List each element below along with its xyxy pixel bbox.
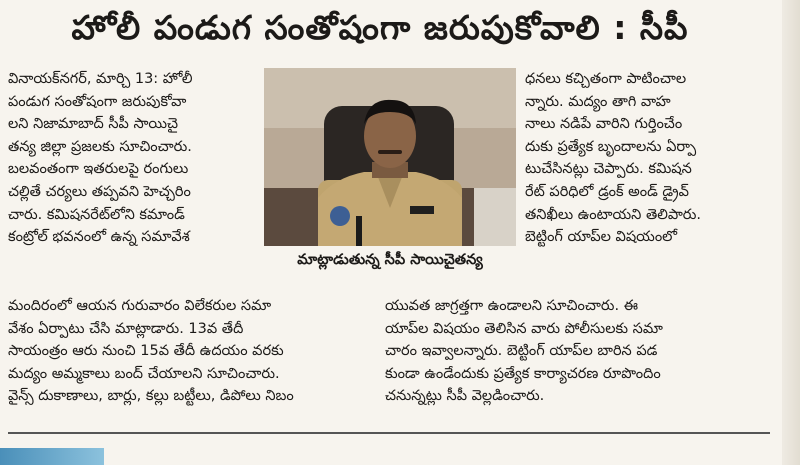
article-headline: హోలీ పండుగ సంతోషంగా జరుపుకోవాలి : సీపీ xyxy=(71,8,689,47)
article-column-right xyxy=(525,68,775,249)
officer-photo-illustration xyxy=(264,68,516,246)
text-line: దుకు ప్రత్యేక బృందాలను ఏర్పా xyxy=(525,138,697,155)
text-line: మద్యం అమ్మకాలు బంద్ చేయాలని సూచించారు. xyxy=(8,365,280,382)
article-column-bottom-right xyxy=(385,295,765,408)
text-line: వేశం ఏర్పాటు చేసి మాట్లాడారు. 13వ తేదీ xyxy=(8,320,244,337)
next-article-photo xyxy=(0,448,104,465)
article-column-bottom-left xyxy=(8,295,383,408)
text-line: బెట్టింగ్ యాప్‌ల విషయంలో xyxy=(525,229,678,246)
section-divider xyxy=(8,432,770,434)
page-edge xyxy=(782,0,800,465)
news-photo xyxy=(264,68,516,246)
text-line: వినాయక్‌నగర్, మార్చి 13: హోలీ xyxy=(8,71,193,87)
text-line: మందిరంలో ఆయన గురువారం విలేకరుల సమా xyxy=(8,298,272,314)
text-line: ధనలు కచ్చితంగా పాటించాల xyxy=(525,71,687,87)
text-line: చారం ఇవ్వాలన్నారు. బెట్టింగ్ యాప్‌ల బారిన పడ xyxy=(385,343,658,360)
text-line: వైన్స్ దుకాణాలు, బార్లు, కల్లు బట్టీలు, డిపోలు నిబం xyxy=(8,388,294,405)
article-column-left xyxy=(8,68,258,249)
text-line: చారు. కమిషనరేట్‌లోని కమాండ్ xyxy=(8,206,185,223)
text-line: కుండా ఉండేందుకు ప్రత్యేక కార్యాచరణ రూపొందిం xyxy=(385,365,661,382)
text-line: టుచేసినట్లు చెప్పారు. కమిషన xyxy=(525,161,692,178)
text-line: చనున్నట్లు సీపీ వెల్లడించారు. xyxy=(385,388,545,405)
text-line: యాప్‌ల విషయం తెలిసిన వారు పోలీసులకు సమా xyxy=(385,320,663,337)
text-line: బలవంతంగా ఇతరులపై రంగులు xyxy=(8,161,189,178)
text-line: తనిఖీలు ఉంటాయని తెలిపారు. xyxy=(525,206,702,223)
text-line: కంట్రోల్ భవనంలో ఉన్న సమావేశ xyxy=(8,229,190,246)
text-line: నాలు నడిపే వారిని గుర్తించేం xyxy=(525,116,683,133)
photo-caption: మాట్లాడుతున్న సీపీ సాయిచైతన్య xyxy=(297,252,483,268)
text-line: తన్య జిల్లా ప్రజలకు సూచించారు. xyxy=(8,138,192,155)
text-line: లని నిజామాబాద్ సీపీ సాయిచై xyxy=(8,116,179,133)
text-line: పండుగ సంతోషంగా జరుపుకోవా xyxy=(8,93,187,110)
text-line: యువత జాగ్రత్తగా ఉండాలని సూచించారు. ఈ xyxy=(385,298,639,314)
text-line: న్నారు. మద్యం తాగి వాహ xyxy=(525,93,671,110)
text-line: సాయంత్రం ఆరు నుంచి 15వ తేదీ ఉదయం వరకు xyxy=(8,343,284,360)
text-line: రేట్ పరిధిలో డ్రంక్ అండ్ డ్రైవ్ xyxy=(525,183,689,200)
text-line: చల్లితే చర్యలు తప్పవని హెచ్చరిం xyxy=(8,183,191,200)
